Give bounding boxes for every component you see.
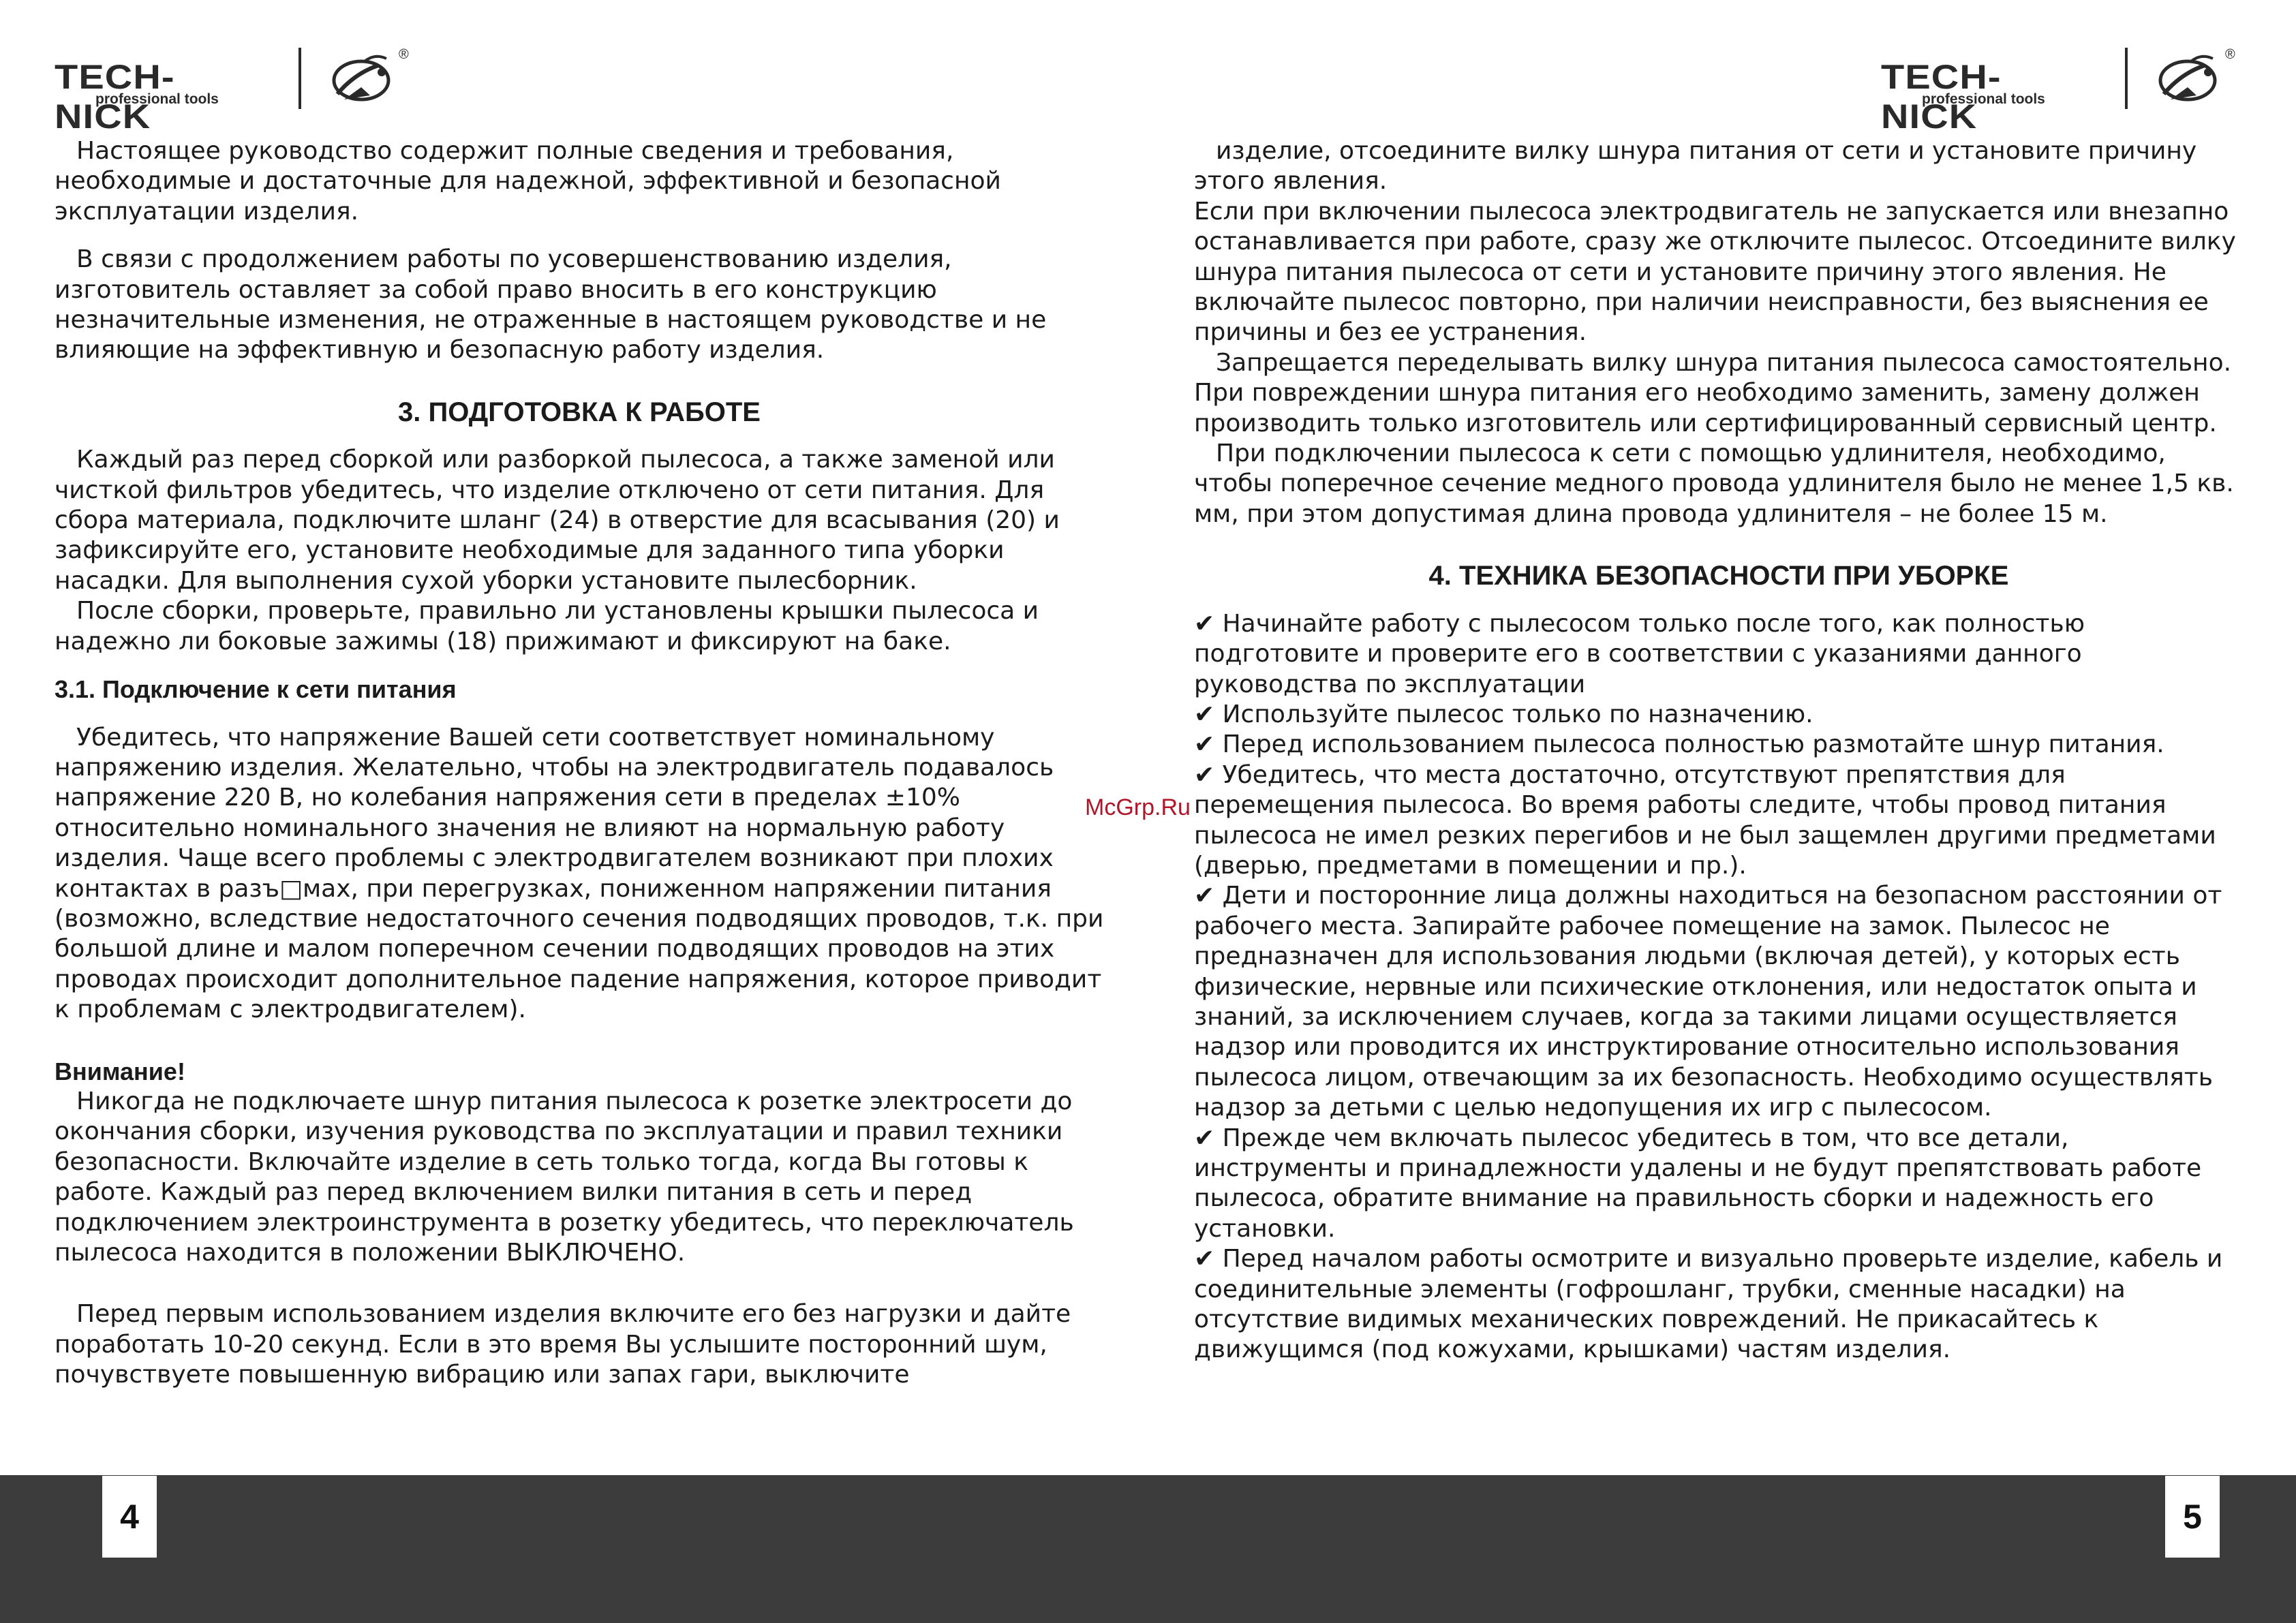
logo-divider: [2125, 48, 2128, 109]
motor-failure-paragraph: Если при включении пылесоса электродвигатель не запускается или внезапно останавливается при работе, сразу же отключите пылесос. Отсоедините вилку шнура питания пылесоса от сети и установите причину этого явления. Не включайте пылесос повторно, при наличии неисправности, без выяснения ее причины и без ее устранения.: [1194, 197, 2236, 347]
safety-bullet: ✔ Перед началом работы осмотрите и визуально проверьте изделие, кабель и соединительные элементы (гофрошланг, трубки, сменные насадки) на отсутствие видимых механических повреждений. Не прикасайтесь к движущимся (под кожухами, крышками) частям изделия.: [1194, 1245, 2223, 1364]
section-3-title: 3. ПОДГОТОВКА К РАБОТЕ: [398, 397, 761, 427]
watermark: McGrp.Ru: [1085, 794, 1191, 820]
safety-bullet: ✔ Используйте пылесос только по назначению.: [1194, 700, 1813, 728]
intro-paragraph-1: Настоящее руководство содержит полные сведения и требования, необходимые и достаточные для надежной, эффективной и безопасной эксплуатации изделия.: [55, 137, 1001, 226]
mascot-logo-icon: [324, 46, 419, 111]
footer-bar: [0, 1475, 2296, 1623]
safety-bullet: ✔ Перед использованием пылесоса полностью размотайте шнур питания.: [1194, 730, 2164, 759]
continuation-paragraph: изделие, отсоедините вилку шнура питания от сети и установите причину этого явления.: [1194, 137, 2197, 196]
left-column: [55, 136, 1104, 1391]
page-number-right: 5: [2165, 1476, 2220, 1558]
brand-tagline: professional tools: [1922, 91, 2045, 107]
section-3-paragraph-1: Каждый раз перед сборкой или разборкой пылесоса, а также заменой или чисткой фильтров убедитесь, что изделие отключено от сети питания. Для сбора материала, подключите шланг (24) в отверстие для всасывания (20) и зафиксируйте его, установите необходимые для заданного типа уборки насадки. Для выполнения сухой уборки установите пылесборник.: [55, 446, 1060, 595]
logo-divider: [299, 48, 301, 109]
safety-bullet: ✔ Убедитесь, что места достаточно, отсутствуют препятствия для перемещения пылесоса. Во время работы следите, чтобы провод питания пылесоса не имел резких перегибов и не был защемлен другими предметами (дверью, предметами в помещении и пр.).: [1194, 760, 2216, 880]
intro-paragraph-2: В связи с продолжением работы по усовершенствованию изделия, изготовитель оставляет за собой право вносить в его конструкцию незначительные изменения, не отраженные в настоящем руководстве и не влияющие на эффективную и безопасную работу изделия.: [55, 245, 1047, 365]
subsection-3-1-title: 3.1. Подключение к сети питания: [55, 675, 457, 704]
section-4-title: 4. ТЕХНИКА БЕЗОПАСНОСТИ ПРИ УБОРКЕ: [1428, 561, 2009, 591]
section-3-paragraph-2: После сборки, проверьте, правильно ли установлены крышки пылесоса и надежно ли боковые зажимы (18) прижимают и фиксируют на баке.: [55, 597, 1039, 655]
safety-bullet: ✔ Дети и посторонние лица должны находиться на безопасном расстоянии от рабочего места. Запирайте рабочее помещение на замок. Пылесос не предназначен для использования людьми (включая детей), у которых есть физические, нервные или психические отклонения, или недостаток опыта и знаний, за исключением случаев, когда за такими лицами осуществляется надзор или проводится их инструктирование относительно использования пылесоса лицом, отвечающим за их безопасность. Необходимо осуществлять надзор за детьми с целью недопущения их игр с пылесосом.: [1194, 882, 2222, 1122]
first-use-paragraph: Перед первым использованием изделия включите его без нагрузки и дайте поработать 10-20 секунд. Если в это время Вы услышите посторонний шум, почувствуете повышенную вибрацию или запах гари, выключите: [55, 1300, 1071, 1389]
safety-bullet: ✔ Начинайте работу с пылесосом только после того, как полностью подготовите и проверите его в соответствии с указаниями данного руководства по эксплуатации: [1194, 609, 2085, 698]
registered-mark: ®: [399, 47, 409, 62]
extension-cord-paragraph: При подключении пылесоса к сети с помощью удлинителя, необходимо, чтобы поперечное сечение медного провода удлинителя было не менее 1,5 кв. мм, при этом допустимая длина провода удлинителя – не более 15 м.: [1194, 439, 2234, 528]
power-connection-paragraph: Убедитесь, что напряжение Вашей сети соответствует номинальному напряжению изделия. Желательно, чтобы на электродвигатель подавалось напряжение 220 В, но колебания напряжения сети в пределах ±10% относительно номинального значения не влияют на нормальную работу изделия. Чаще всего проблемы с электродвигателем возникают при плохих контактах в разъ□мах, при перегрузках, пониженном напряжении питания (возможно, вследствие недостаточного сечения подводящих проводов, т.к. при большой длине и малом поперечном сечении подводящих проводов на этих проводах происходит дополнительное падение напряжения, которое приводит к проблемам с электродвигателем).: [55, 723, 1104, 1024]
right-column: [1194, 136, 2244, 1365]
plug-modification-paragraph: Запрещается переделывать вилку шнура питания пылесоса самостоятельно. При повреждении шнура питания его необходимо заменить, замену должен производить только изготовитель или сертифицированный сервисный центр.: [1194, 348, 2232, 437]
mascot-logo-icon: [2150, 46, 2246, 111]
attention-paragraph: Никогда не подключаете шнур питания пылесоса к розетке электросети до окончания сборки, изучения руководства по эксплуатации и правил техники безопасности. Включайте изделие в сеть только тогда, когда Вы готовы к работе. Каждый раз перед включением вилки питания в сеть и перед подключением электроинструмента в розетку убедитесь, что переключатель пылесоса находится в положении ВЫКЛЮЧЕНО.: [55, 1087, 1074, 1267]
attention-title: Внимание!: [55, 1057, 185, 1085]
page-number-left: 4: [102, 1476, 157, 1558]
brand-tagline: professional tools: [95, 91, 219, 107]
registered-mark: ®: [2225, 47, 2235, 62]
brand-name: TECH-NICK: [55, 58, 175, 136]
safety-bullet-list: [1194, 609, 2244, 1365]
brand-name: TECH-NICK: [1881, 58, 2002, 136]
safety-bullet: ✔ Прежде чем включать пылесос убедитесь в том, что все детали, инструменты и принадлежности удалены и не будут препятствовать работе пылесоса, обратите внимание на правильность сборки и надежность его установки.: [1194, 1124, 2202, 1243]
